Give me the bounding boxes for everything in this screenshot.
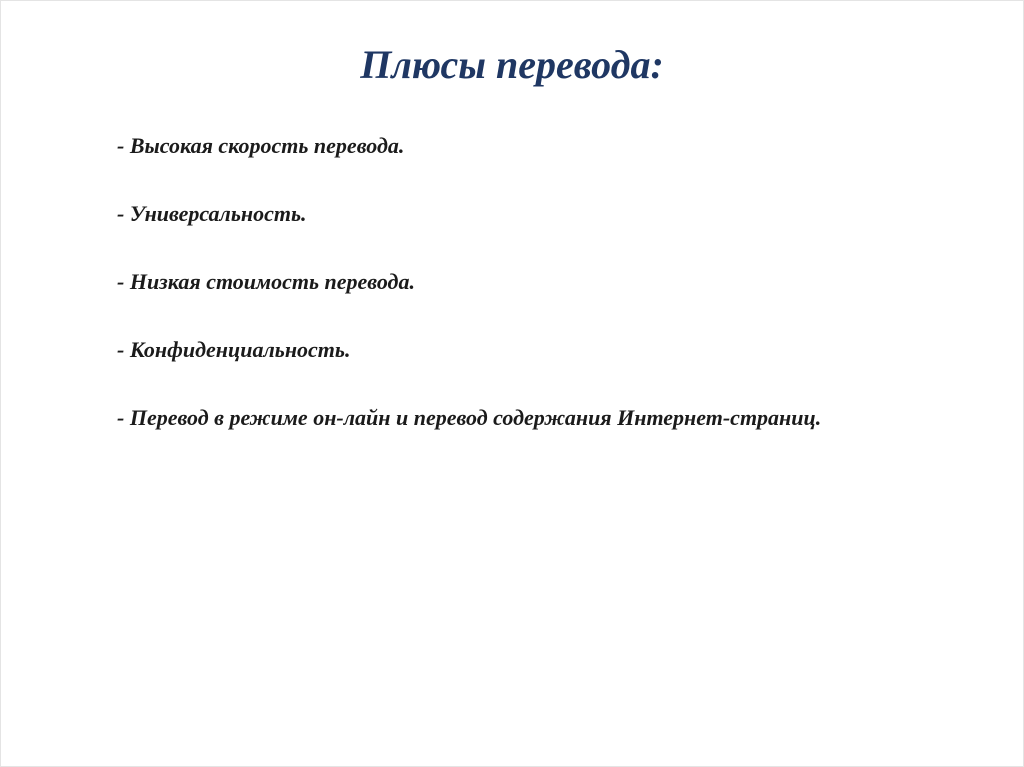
list-item: - Низкая стоимость перевода.	[117, 269, 415, 294]
advantages-list	[74, 129, 966, 469]
list-item: - Высокая скорость перевода.	[117, 133, 405, 158]
slide-title: Плюсы перевода:	[360, 42, 664, 87]
list-item: - Перевод в режиме он-лайн и перевод содержания Интернет-страниц.	[117, 405, 822, 430]
list-item: - Универсальность.	[117, 201, 307, 226]
list-item: - Конфиденциальность.	[117, 337, 351, 362]
